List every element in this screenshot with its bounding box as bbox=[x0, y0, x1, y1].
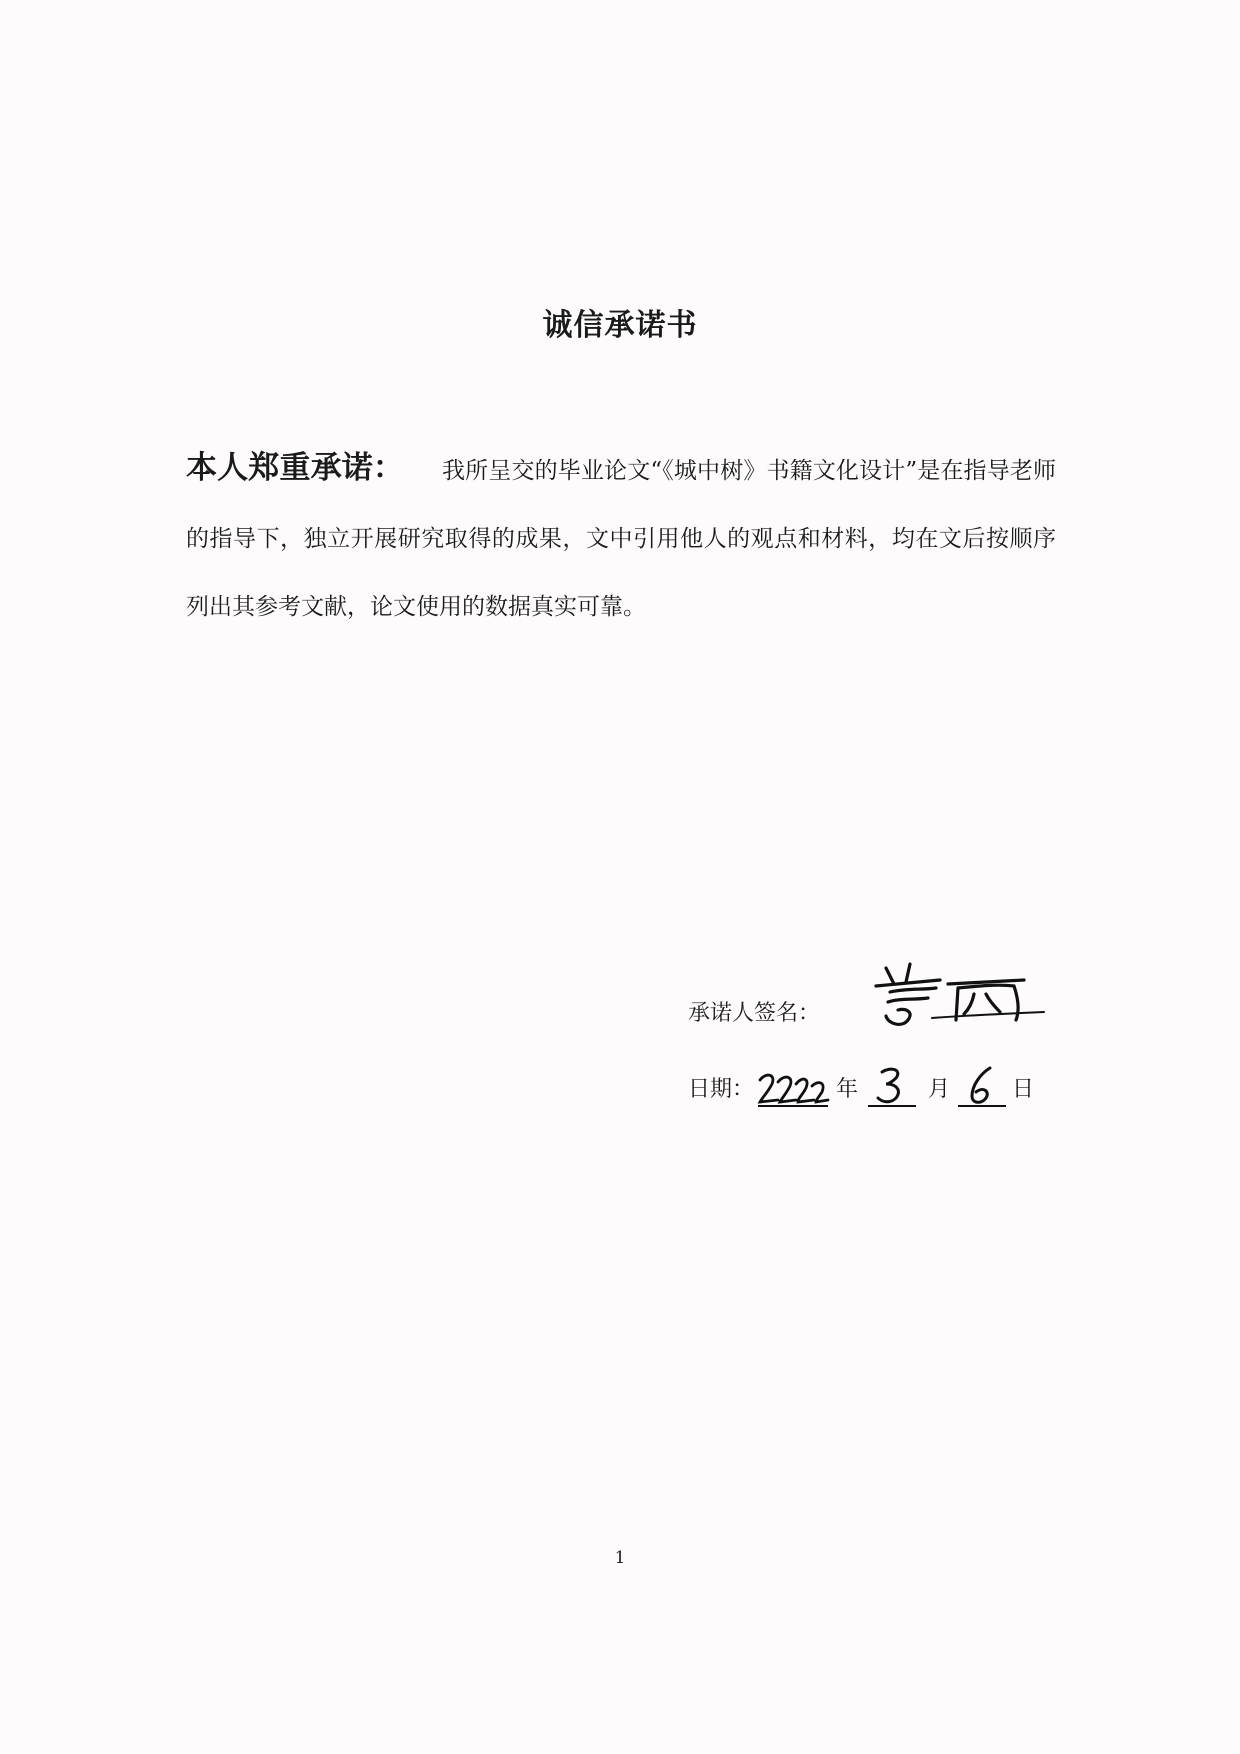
pledge-paragraph bbox=[186, 434, 1056, 641]
date-row bbox=[688, 1062, 1048, 1122]
handwritten-year bbox=[756, 1066, 830, 1110]
handwritten-month bbox=[868, 1062, 918, 1110]
page-title: 诚信承诺书 bbox=[542, 308, 698, 343]
pledge-lead: 本人郑重承诺： bbox=[186, 450, 405, 486]
pledge-body: 我所呈交的毕业论文“《城中树》书籍文化设计”是在指导老师的指导下，独立开展研究取得的成果，文中引用他人的观点和材料，均在文后按顺序列出其参考文献，论文使用的数据真实可靠。 bbox=[186, 458, 1056, 620]
handwritten-signature bbox=[848, 958, 1048, 1038]
signature-row bbox=[688, 958, 1048, 1038]
day-unit: 日 bbox=[1012, 1077, 1035, 1102]
page-number: 1 bbox=[614, 1548, 626, 1568]
date-label: 日期： bbox=[688, 1077, 755, 1102]
year-unit: 年 bbox=[836, 1077, 859, 1102]
signature-label: 承诺人签名： bbox=[688, 1001, 821, 1026]
handwritten-day bbox=[958, 1062, 1008, 1110]
month-unit: 月 bbox=[928, 1077, 951, 1102]
